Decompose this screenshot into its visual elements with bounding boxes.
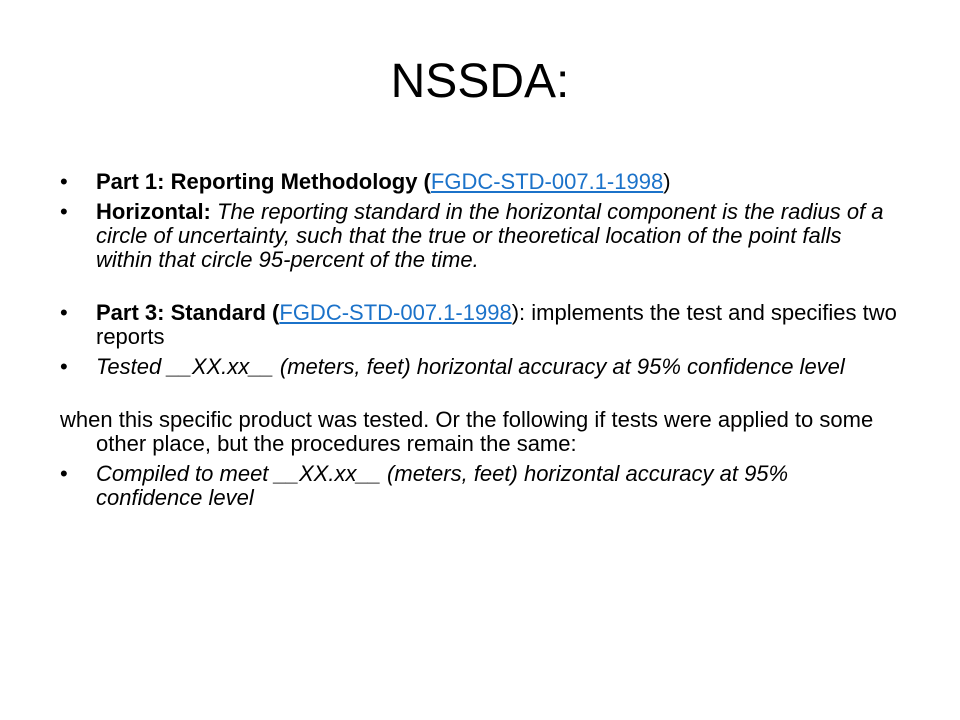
part3-label: Part 3: Standard (: [96, 300, 280, 325]
horizontal-text: The reporting standard in the horizontal component is the radius of a circle of uncertainty, such that the true or theoretical location of the point falls within that circle 95-percent of the time.: [96, 199, 884, 272]
part1-label: Part 1: Reporting Methodology (: [96, 169, 431, 194]
horizontal-label: Horizontal:: [96, 199, 217, 224]
part3-text: ): implements the test and specifies two reports: [96, 300, 897, 349]
slide-title: NSSDA:: [390, 55, 570, 108]
bullet-compiled: [60, 462, 900, 510]
bullet-marker: •: [60, 300, 68, 325]
bullet-part3: [60, 301, 900, 349]
bullet-horizontal: [60, 200, 900, 272]
slide-body: [60, 170, 900, 510]
explanation-paragraph: when this specific product was tested. Or the following if tests were applied to some other place, but the procedures remain the same:: [60, 407, 874, 456]
bullet-marker: •: [60, 354, 68, 379]
bullet-marker: •: [60, 199, 68, 224]
part1-close: ): [663, 169, 671, 194]
bullet-tested: [60, 355, 900, 379]
bullet-marker: •: [60, 461, 68, 486]
part3-standard-link[interactable]: FGDC-STD-007.1-1998: [279, 300, 512, 325]
part1-standard-link[interactable]: FGDC-STD-007.1-1998: [430, 169, 664, 194]
tested-text: Tested __XX.xx__ (meters, feet) horizontal accuracy at 95% confidence level: [96, 354, 845, 379]
bullet-part1: [60, 170, 900, 194]
compiled-text: Compiled to meet __XX.xx__ (meters, feet) horizontal accuracy at 95% confidence level: [96, 461, 789, 510]
bullet-marker: •: [60, 169, 68, 194]
